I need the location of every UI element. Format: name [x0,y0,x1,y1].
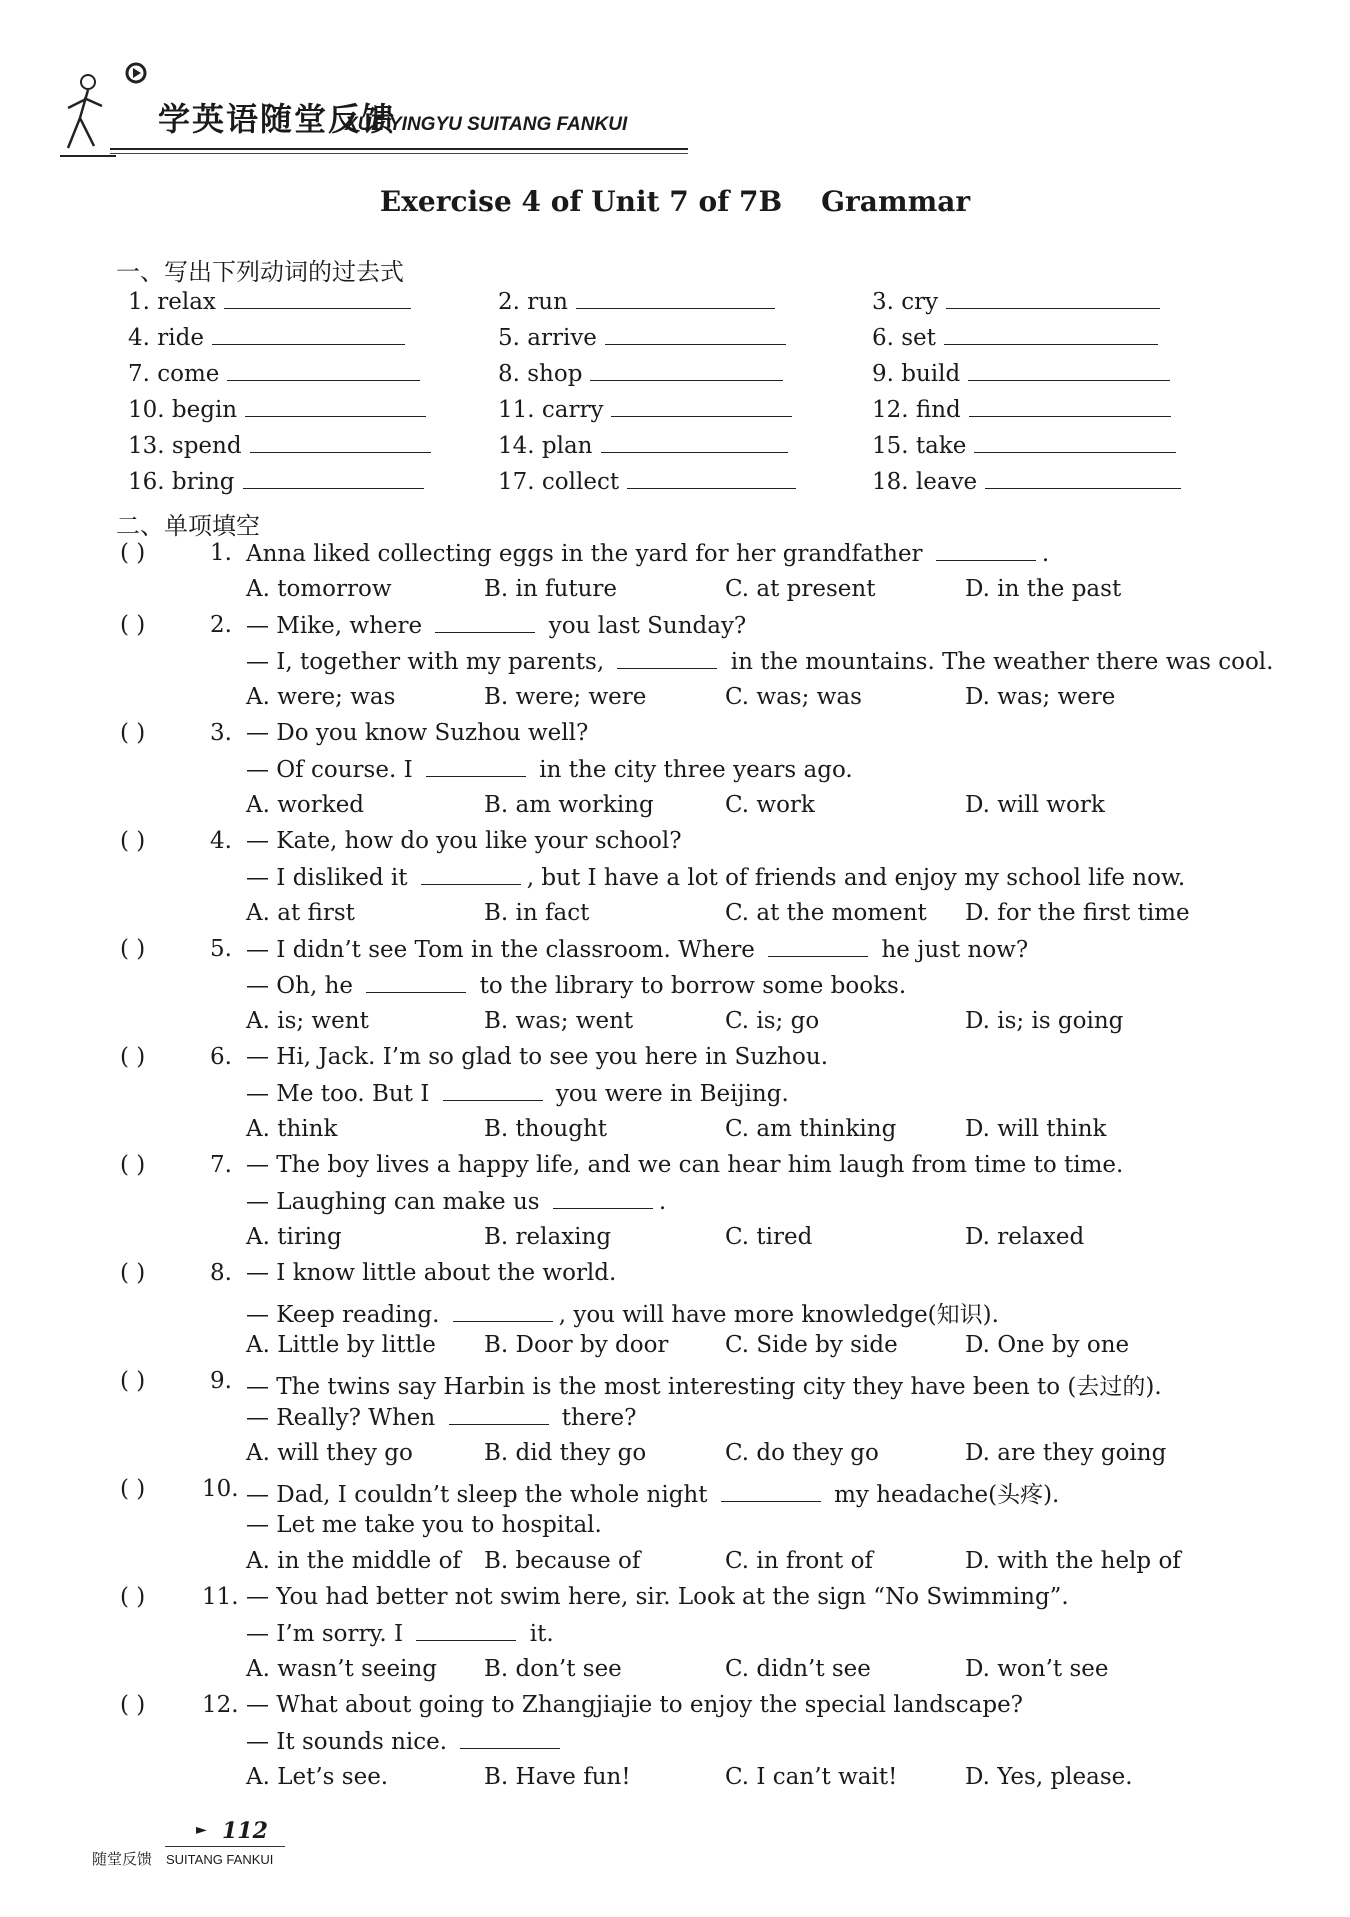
answer-blank[interactable] [768,936,868,957]
verb-label: 5. arrive [498,325,597,351]
stem-text: , but I have a lot of friends and enjoy my school life now. [526,865,1186,891]
option-d[interactable]: D. in the past [965,576,1122,602]
footer-chinese: 随堂反馈 [92,1850,153,1868]
option-a[interactable]: A. Let’s see. [246,1764,389,1790]
verb-label: 10. begin [128,397,238,423]
play-icon [125,62,147,84]
option-c[interactable]: C. at present [725,576,876,602]
answer-parentheses[interactable]: ( ) [120,1152,146,1178]
option-a[interactable]: A. tiring [246,1224,342,1250]
stem-text: it. [522,1621,554,1647]
answer-parentheses[interactable]: ( ) [120,828,146,854]
stem-text: — I didn’t see Tom in the classroom. Where [246,937,763,963]
stem-text: you last Sunday? [541,613,747,639]
option-c[interactable]: C. do they go [725,1440,879,1466]
option-b[interactable]: B. relaxing [484,1224,612,1250]
question-stem [246,936,1028,963]
stem-text: — I’m sorry. I [246,1621,411,1647]
answer-parentheses[interactable]: ( ) [120,612,146,638]
stem-text: — Me too. But I [246,1081,437,1107]
verb-item [128,466,424,495]
question-number: 9. [210,1368,232,1394]
header-chinese-title: 学英语随堂反馈 [158,100,397,138]
header-rule [110,148,688,150]
option-d[interactable]: D. will work [965,792,1105,818]
question-stem [246,1368,1162,1401]
option-d[interactable]: D. won’t see [965,1656,1109,1682]
stem-text: — Mike, where [246,613,430,639]
answer-blank[interactable] [453,1301,553,1322]
stem-text: — You had better not swim here, sir. Look at the sign “No Swimming”. [246,1584,1069,1610]
question-stem-reply [246,756,853,783]
verb-label: 3. cry [872,289,939,315]
verb-item [872,286,1160,315]
option-a[interactable]: A. were; was [246,684,396,710]
stem-text: — The twins say Harbin is the most interesting city they have been to (去过的). [246,1374,1162,1400]
answer-blank[interactable] [416,1620,516,1641]
answer-line[interactable] [245,394,426,417]
answer-line[interactable] [627,466,796,489]
answer-parentheses[interactable]: ( ) [120,540,146,566]
answer-blank[interactable] [366,972,466,993]
question-stem [246,1692,1023,1718]
answer-line[interactable] [590,358,783,381]
arrow-icon: ► [196,1822,207,1838]
verb-item [128,358,420,387]
option-d[interactable]: D. will think [965,1116,1107,1142]
stem-text: — Dad, I couldn’t sleep the whole night [246,1482,715,1508]
answer-line[interactable] [212,322,405,345]
question-stem [246,540,1049,567]
option-d[interactable]: D. are they going [965,1440,1167,1466]
option-c[interactable]: C. at the moment [725,900,927,926]
answer-parentheses[interactable]: ( ) [120,1260,146,1286]
option-c[interactable]: C. tired [725,1224,813,1250]
answer-parentheses[interactable]: ( ) [120,720,146,746]
option-c[interactable]: C. in front of [725,1548,873,1574]
option-b[interactable]: B. Door by door [484,1332,669,1358]
answer-line[interactable] [605,322,786,345]
header-pinyin-title: XUE YINGYU SUITANG FANKUI [345,114,628,135]
verb-item [128,430,431,459]
option-a[interactable]: A. is; went [246,1008,369,1034]
question-number: 10. [202,1476,239,1502]
stem-text: — It sounds nice. [246,1729,455,1755]
stem-text: there? [554,1405,637,1431]
answer-line[interactable] [224,286,411,309]
option-c[interactable]: C. work [725,792,815,818]
verb-label: 7. come [128,361,220,387]
answer-parentheses[interactable]: ( ) [120,1476,146,1502]
stem-text: — Really? When [246,1405,443,1431]
option-d[interactable]: D. Yes, please. [965,1764,1133,1790]
stem-text: he just now? [874,937,1029,963]
answer-blank[interactable] [460,1728,560,1749]
option-c[interactable]: C. is; go [725,1008,820,1034]
verb-item [872,358,1170,387]
answer-parentheses[interactable]: ( ) [120,1368,146,1394]
verb-label: 18. leave [872,469,978,495]
answer-line[interactable] [974,430,1176,453]
part2-heading: 二、单项填空 [116,512,260,540]
option-b[interactable]: B. were; were [484,684,647,710]
verb-label: 13. spend [128,433,242,459]
verb-label: 16. bring [128,469,235,495]
option-a[interactable]: A. wasn’t seeing [246,1656,438,1682]
stem-text: — Let me take you to hospital. [246,1512,602,1538]
question-number: 6. [210,1044,232,1070]
option-a[interactable]: A. will they go [246,1440,413,1466]
answer-line[interactable] [968,358,1170,381]
option-a[interactable]: A. at first [246,900,355,926]
option-b[interactable]: B. was; went [484,1008,634,1034]
verb-label: 9. build [872,361,961,387]
question-number: 1. [210,540,232,566]
option-a[interactable]: A. Little by little [246,1332,436,1358]
stem-text: — The boy lives a happy life, and we can hear him laugh from time to time. [246,1152,1124,1178]
verb-label: 8. shop [498,361,583,387]
footer-rule [165,1846,285,1847]
verb-label: 14. plan [498,433,593,459]
stem-text: — Keep reading. [246,1302,447,1328]
answer-blank[interactable] [426,756,526,777]
option-a[interactable]: A. tomorrow [246,576,392,602]
question-stem [246,720,588,746]
answer-blank[interactable] [421,864,521,885]
stem-text: . [1041,541,1050,567]
answer-line[interactable] [601,430,788,453]
option-d[interactable]: D. is; is going [965,1008,1124,1034]
answer-blank[interactable] [721,1481,821,1502]
answer-parentheses[interactable]: ( ) [120,936,146,962]
stem-text: my headache(头疼). [826,1482,1060,1508]
answer-line[interactable] [944,322,1158,345]
question-stem [246,1476,1059,1509]
verb-item [872,466,1181,495]
option-c[interactable]: C. I can’t wait! [725,1764,898,1790]
question-number: 12. [202,1692,239,1718]
verb-label: 15. take [872,433,967,459]
stem-text: you were in Beijing. [548,1081,789,1107]
question-stem [246,828,682,854]
answer-parentheses[interactable]: ( ) [120,1044,146,1070]
stem-text: — Do you know Suzhou well? [246,720,589,746]
answer-blank[interactable] [617,648,717,669]
question-number: 8. [210,1260,232,1286]
footer-pinyin: SUITANG FANKUI [166,1852,274,1867]
answer-line[interactable] [985,466,1181,489]
option-c[interactable]: C. Side by side [725,1332,898,1358]
option-b[interactable]: B. am working [484,792,654,818]
stem-text: — Laughing can make us [246,1189,547,1215]
answer-blank[interactable] [449,1404,549,1425]
answer-line[interactable] [946,286,1160,309]
stem-text: in the city three years ago. [531,757,853,783]
option-d[interactable]: D. One by one [965,1332,1130,1358]
verb-item [498,322,786,351]
answer-parentheses[interactable]: ( ) [120,1692,146,1718]
question-number: 3. [210,720,232,746]
option-b[interactable]: B. Have fun! [484,1764,631,1790]
verb-item [128,322,405,351]
option-d[interactable]: D. was; were [965,684,1116,710]
question-stem [246,1044,828,1070]
option-a[interactable]: A. in the middle of [246,1548,461,1574]
option-d[interactable]: D. relaxed [965,1224,1085,1250]
option-a[interactable]: A. worked [246,792,365,818]
question-number: 2. [210,612,232,638]
question-stem [246,1152,1123,1178]
answer-blank[interactable] [553,1188,653,1209]
option-a[interactable]: A. think [246,1116,338,1142]
stem-text: — I know little about the world. [246,1260,617,1286]
question-stem [246,1260,616,1286]
question-stem-reply [246,1296,999,1329]
verb-item [872,322,1158,351]
runner-logo-icon [58,68,118,163]
option-b[interactable]: B. in future [484,576,617,602]
verb-item [498,430,788,459]
verb-item [872,430,1176,459]
option-b[interactable]: B. in fact [484,900,590,926]
verb-item [498,286,775,315]
question-stem-reply [246,1620,554,1647]
stem-text: to the library to borrow some books. [472,973,907,999]
stem-text: . [658,1189,667,1215]
question-number: 5. [210,936,232,962]
option-d[interactable]: D. for the first time [965,900,1190,926]
answer-line[interactable] [576,286,775,309]
question-stem-reply [246,648,1273,675]
verb-label: 1. relax [128,289,216,315]
answer-blank[interactable] [936,540,1036,561]
question-stem-reply [246,864,1185,891]
stem-text: — Hi, Jack. I’m so glad to see you here in Suzhou. [246,1044,829,1070]
answer-line[interactable] [969,394,1171,417]
page-number: 112 [222,1818,268,1844]
option-b[interactable]: B. don’t see [484,1656,622,1682]
question-stem-reply [246,1080,789,1107]
question-stem-reply [246,972,906,999]
stem-text: — I disliked it [246,865,415,891]
header-banner [50,58,650,168]
stem-text: — I, together with my parents, [246,649,612,675]
stem-text: Anna liked collecting eggs in the yard for her grandfather [246,541,930,567]
stem-text: — Of course. I [246,757,420,783]
verb-label: 11. carry [498,397,604,423]
stem-text: — Kate, how do you like your school? [246,828,682,854]
verb-item [872,394,1171,423]
answer-line[interactable] [227,358,420,381]
option-b[interactable]: B. thought [484,1116,608,1142]
option-c[interactable]: C. was; was [725,684,862,710]
page-title: Exercise 4 of Unit 7 of 7B Grammar [379,185,971,218]
stem-text: — Oh, he [246,973,361,999]
stem-text: — What about going to Zhangjiajie to enjoy the special landscape? [246,1692,1024,1718]
question-stem [246,612,746,639]
question-stem-reply [246,1512,602,1538]
question-number: 4. [210,828,232,854]
question-stem-reply [246,1188,666,1215]
answer-blank[interactable] [435,612,535,633]
answer-parentheses[interactable]: ( ) [120,1584,146,1610]
verb-item [128,394,426,423]
verb-label: 4. ride [128,325,204,351]
answer-blank[interactable] [443,1080,543,1101]
answer-line[interactable] [250,430,431,453]
answer-line[interactable] [611,394,792,417]
question-stem-reply [246,1404,636,1431]
verb-item [498,466,796,495]
question-number: 7. [210,1152,232,1178]
answer-line[interactable] [243,466,424,489]
question-stem [246,1584,1069,1610]
question-number: 11. [202,1584,239,1610]
question-stem-reply [246,1728,566,1755]
verb-item [498,394,792,423]
verb-item [128,286,411,315]
verb-label: 2. run [498,289,568,315]
verb-label: 12. find [872,397,961,423]
stem-text: in the mountains. The weather there was cool. [723,649,1274,675]
verb-label: 6. set [872,325,936,351]
option-d[interactable]: D. with the help of [965,1548,1181,1574]
header-rule-thin [110,153,688,154]
option-b[interactable]: B. did they go [484,1440,647,1466]
option-c[interactable]: C. didn’t see [725,1656,871,1682]
verb-item [498,358,783,387]
stem-text: , you will have more knowledge(知识). [558,1302,999,1328]
verb-label: 17. collect [498,469,620,495]
part1-heading: 一、写出下列动词的过去式 [116,258,404,286]
option-b[interactable]: B. because of [484,1548,641,1574]
option-c[interactable]: C. am thinking [725,1116,897,1142]
